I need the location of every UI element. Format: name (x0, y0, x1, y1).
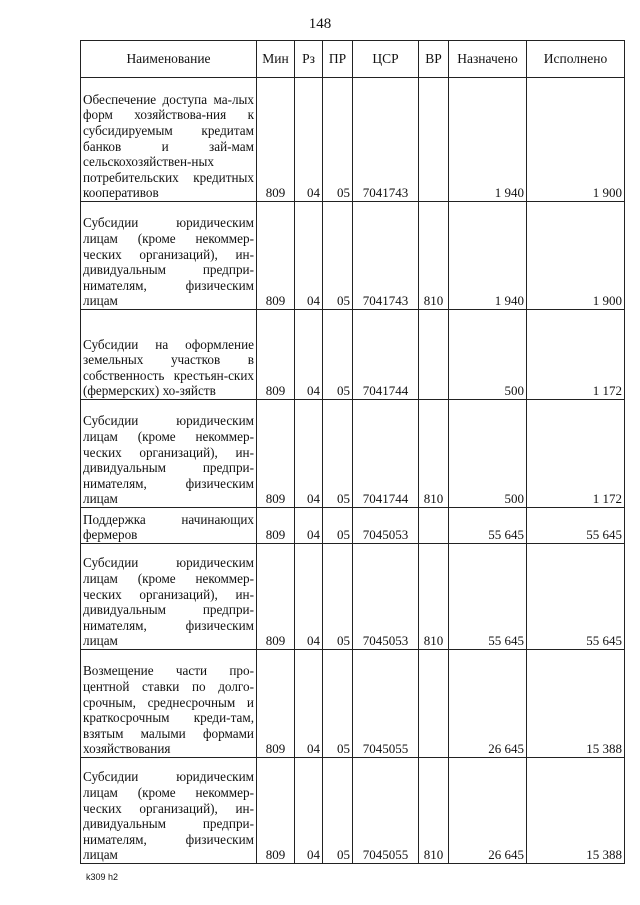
row-pr: 05 (323, 758, 353, 864)
row-vr: 810 (419, 544, 449, 650)
row-rz: 04 (295, 758, 323, 864)
row-executed: 15 388 (527, 650, 625, 758)
row-name: Субсидии на оформление земельных участков в собственность крестьян-ских (фермерских) хо-зяйств (81, 310, 257, 400)
table-row (81, 758, 625, 864)
row-pr: 05 (323, 508, 353, 544)
row-executed: 1 900 (527, 202, 625, 310)
row-vr (419, 508, 449, 544)
row-min: 809 (257, 202, 295, 310)
header-planned: Назначено (449, 41, 527, 78)
row-executed: 15 388 (527, 758, 625, 864)
row-name: Поддержка начинающих фермеров (81, 508, 257, 544)
row-vr (419, 650, 449, 758)
row-executed: 1 172 (527, 310, 625, 400)
footer-code: k309 h2 (86, 872, 119, 882)
row-name: Обеспечение доступа ма-лых форм хозяйствова-ния к субсидируемым кредитам банков и зай-мам сельскохозяйствен-ных потребительских кредитных кооперативов (81, 78, 257, 202)
table-row (81, 650, 625, 758)
row-rz: 04 (295, 508, 323, 544)
row-csr: 7045053 (353, 508, 419, 544)
row-vr: 810 (419, 758, 449, 864)
header-executed: Исполнено (527, 41, 625, 78)
row-planned: 1 940 (449, 78, 527, 202)
row-csr: 7045055 (353, 758, 419, 864)
row-executed: 1 900 (527, 78, 625, 202)
row-rz: 04 (295, 310, 323, 400)
row-name: Субсидии юридическим лицам (кроме некоммер-ческих организаций), ин-дивидуальным предпри-нимателям, физическим лицам (81, 202, 257, 310)
row-name: Субсидии юридическим лицам (кроме некоммер-ческих организаций), ин-дивидуальным предпри-нимателям, физическим лицам (81, 400, 257, 508)
table-row (81, 544, 625, 650)
row-planned: 26 645 (449, 650, 527, 758)
row-rz: 04 (295, 650, 323, 758)
row-csr: 7041744 (353, 310, 419, 400)
row-csr: 7041743 (353, 78, 419, 202)
row-csr: 7045053 (353, 544, 419, 650)
header-min: Мин (257, 41, 295, 78)
table-row (81, 310, 625, 400)
page-number: 148 (308, 16, 332, 32)
header-rz: Рз (295, 41, 323, 78)
row-min: 809 (257, 508, 295, 544)
row-vr (419, 310, 449, 400)
table-row (81, 508, 625, 544)
row-planned: 1 940 (449, 202, 527, 310)
row-min: 809 (257, 650, 295, 758)
row-rz: 04 (295, 400, 323, 508)
row-planned: 500 (449, 400, 527, 508)
row-min: 809 (257, 758, 295, 864)
header-vr: ВР (419, 41, 449, 78)
row-pr: 05 (323, 544, 353, 650)
row-vr: 810 (419, 400, 449, 508)
row-min: 809 (257, 78, 295, 202)
row-pr: 05 (323, 202, 353, 310)
header-pr: ПР (323, 41, 353, 78)
table-header-row (81, 41, 625, 78)
row-csr: 7041744 (353, 400, 419, 508)
table-row (81, 400, 625, 508)
row-vr (419, 78, 449, 202)
row-name: Возмещение части про-центной ставки по долго-срочным, среднесрочным и краткосрочным креди-там, взятым малыми формами хозяйствования (81, 650, 257, 758)
row-planned: 26 645 (449, 758, 527, 864)
row-executed: 55 645 (527, 544, 625, 650)
row-pr: 05 (323, 78, 353, 202)
row-planned: 55 645 (449, 508, 527, 544)
row-csr: 7041743 (353, 202, 419, 310)
row-executed: 1 172 (527, 400, 625, 508)
row-name: Субсидии юридическим лицам (кроме некоммер-ческих организаций), ин-дивидуальным предпри-нимателям, физическим лицам (81, 758, 257, 864)
row-min: 809 (257, 400, 295, 508)
row-vr: 810 (419, 202, 449, 310)
row-rz: 04 (295, 544, 323, 650)
header-name: Наименование (81, 41, 257, 78)
row-name: Субсидии юридическим лицам (кроме некоммер-ческих организаций), ин-дивидуальным предпри-нимателям, физическим лицам (81, 544, 257, 650)
budget-table (80, 40, 625, 864)
row-min: 809 (257, 544, 295, 650)
header-csr: ЦСР (353, 41, 419, 78)
row-pr: 05 (323, 650, 353, 758)
row-min: 809 (257, 310, 295, 400)
row-pr: 05 (323, 400, 353, 508)
row-planned: 55 645 (449, 544, 527, 650)
table-row (81, 202, 625, 310)
row-executed: 55 645 (527, 508, 625, 544)
row-rz: 04 (295, 78, 323, 202)
row-pr: 05 (323, 310, 353, 400)
row-rz: 04 (295, 202, 323, 310)
row-planned: 500 (449, 310, 527, 400)
row-csr: 7045055 (353, 650, 419, 758)
table-row (81, 78, 625, 202)
